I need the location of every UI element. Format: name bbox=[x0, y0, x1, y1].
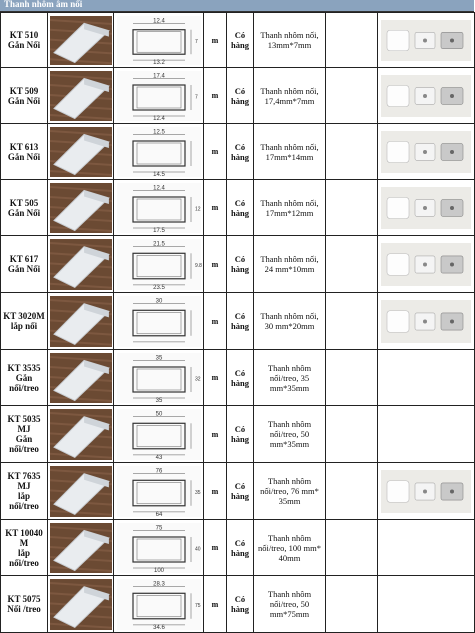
description: Thanh nhôm nối, 24 mm*10mm bbox=[254, 236, 326, 293]
empty-cell bbox=[326, 68, 378, 124]
description: Thanh nhôm nối, 17mm*12mm bbox=[254, 180, 326, 236]
dimension-label: 9.8 bbox=[194, 262, 202, 269]
photo-cell bbox=[48, 350, 114, 406]
drawing-cell bbox=[114, 463, 204, 520]
table-row bbox=[1, 463, 475, 520]
drawing-cell bbox=[114, 180, 204, 236]
photo-cell bbox=[48, 124, 114, 180]
accessories-cell bbox=[378, 406, 475, 463]
dimension-label: 75 bbox=[194, 602, 201, 609]
profile-drawing bbox=[117, 353, 201, 403]
photo-cell bbox=[48, 406, 114, 463]
empty-cell bbox=[326, 350, 378, 406]
profile-photo bbox=[50, 183, 112, 233]
drawing-cell bbox=[114, 293, 204, 350]
profile-photo bbox=[50, 466, 112, 517]
profile-photo bbox=[50, 296, 112, 347]
product-code-line: MJ bbox=[17, 424, 31, 434]
profile-photo bbox=[50, 523, 112, 573]
product-code bbox=[1, 236, 48, 293]
profile-drawing bbox=[117, 523, 201, 573]
photo-cell bbox=[48, 180, 114, 236]
product-code-line: KT 3535 bbox=[7, 362, 41, 373]
product-code bbox=[1, 13, 48, 68]
product-code-line: KT 617 bbox=[9, 254, 39, 264]
photo-cell bbox=[48, 293, 114, 350]
description: Thanh nhôm nối, 30 mm*20mm bbox=[254, 293, 326, 350]
dimension-label: 40 bbox=[194, 546, 201, 552]
profile-photo bbox=[50, 239, 112, 290]
unit-cell: m bbox=[204, 68, 227, 124]
profile-drawing bbox=[117, 183, 201, 233]
table-row bbox=[1, 236, 475, 293]
accessories-cell bbox=[378, 68, 475, 124]
dimension-label: 35 bbox=[155, 397, 162, 404]
dimension-label: 76 bbox=[155, 468, 162, 475]
profile-photo bbox=[50, 409, 112, 460]
drawing-cell bbox=[114, 124, 204, 180]
dimension-label: 34.6 bbox=[152, 624, 165, 631]
drawing-cell bbox=[114, 350, 204, 406]
stock-status: Có hàng bbox=[227, 236, 254, 293]
unit-cell: m bbox=[204, 13, 227, 68]
product-code-line: KT 613 bbox=[9, 141, 39, 152]
product-code-line: lắp nối/treo bbox=[9, 491, 39, 511]
profile-photo bbox=[50, 16, 112, 65]
table-row bbox=[1, 350, 475, 406]
accessories-cell bbox=[378, 520, 475, 576]
profile-drawing bbox=[117, 239, 201, 290]
photo-cell bbox=[48, 13, 114, 68]
accessories-cell bbox=[378, 124, 475, 180]
dimension-label: 12 bbox=[194, 206, 201, 212]
stock-status: Có hàng bbox=[227, 293, 254, 350]
dimension-label: 17.4 bbox=[152, 73, 165, 79]
table-row bbox=[1, 13, 475, 68]
accessories-cell bbox=[378, 350, 475, 406]
empty-cell bbox=[326, 406, 378, 463]
product-code-line: KT 5035 bbox=[7, 414, 41, 424]
dimension-label: 13.2 bbox=[152, 59, 165, 66]
drawing-cell bbox=[114, 68, 204, 124]
profile-drawing bbox=[117, 16, 201, 65]
description: Thanh nhôm nối, 13mm*7mm bbox=[254, 13, 326, 68]
dimension-label: 100 bbox=[153, 567, 164, 574]
product-code-line: KT 510 bbox=[9, 30, 39, 40]
dimension-label: 12.4 bbox=[152, 17, 165, 24]
profile-photo bbox=[50, 127, 112, 177]
accessories-cell bbox=[378, 293, 475, 350]
profile-drawing bbox=[117, 127, 201, 177]
photo-cell bbox=[48, 520, 114, 576]
table-row bbox=[1, 576, 475, 633]
description: Thanh nhôm nối/treo, 76 mm* 35mm bbox=[254, 463, 326, 520]
stock-status: Có hàng bbox=[227, 13, 254, 68]
table-row bbox=[1, 68, 475, 124]
description: Thanh nhôm nối/treo, 50 mm*35mm bbox=[254, 406, 326, 463]
profile-drawing bbox=[117, 409, 201, 460]
empty-cell bbox=[326, 180, 378, 236]
drawing-cell bbox=[114, 520, 204, 576]
accessories-photo bbox=[381, 131, 471, 173]
product-code-line: Gắn bbox=[15, 434, 33, 444]
dimension-label: 32 bbox=[194, 376, 201, 382]
product-code bbox=[1, 180, 48, 236]
product-code bbox=[1, 406, 48, 463]
dimension-label: 14.5 bbox=[152, 171, 165, 178]
section-title: Thanh nhôm âm nối bbox=[4, 0, 83, 9]
stock-status: Có hàng bbox=[227, 68, 254, 124]
product-table bbox=[0, 12, 475, 633]
table-row bbox=[1, 406, 475, 463]
dimension-label: 23.5 bbox=[152, 284, 165, 291]
product-code-line: KT 5075 bbox=[7, 594, 41, 604]
product-code-line: Gắn Nối bbox=[7, 264, 41, 274]
unit-cell: m bbox=[204, 180, 227, 236]
product-code bbox=[1, 576, 48, 633]
accessories-cell bbox=[378, 236, 475, 293]
stock-status: Có hàng bbox=[227, 463, 254, 520]
drawing-cell bbox=[114, 406, 204, 463]
stock-status: Có hàng bbox=[227, 406, 254, 463]
dimension-label: 43 bbox=[155, 454, 162, 461]
dimension-label: 30 bbox=[155, 298, 162, 305]
accessories-cell bbox=[378, 463, 475, 520]
profile-drawing bbox=[117, 296, 201, 347]
stock-status: Có hàng bbox=[227, 124, 254, 180]
empty-cell bbox=[326, 236, 378, 293]
dimension-label: 21.5 bbox=[152, 241, 165, 248]
drawing-cell bbox=[114, 576, 204, 633]
dimension-label: 12.4 bbox=[152, 185, 165, 191]
table-row bbox=[1, 520, 475, 576]
product-code bbox=[1, 463, 48, 520]
description: Thanh nhôm nối, 17,4mm*7mm bbox=[254, 68, 326, 124]
empty-cell bbox=[326, 463, 378, 520]
accessories-cell bbox=[378, 576, 475, 633]
product-code bbox=[1, 124, 48, 180]
unit-cell: m bbox=[204, 463, 227, 520]
accessories-photo bbox=[381, 300, 471, 343]
empty-cell bbox=[326, 576, 378, 633]
accessories-cell bbox=[378, 13, 475, 68]
product-code bbox=[1, 68, 48, 124]
product-code bbox=[1, 293, 48, 350]
product-code-line: KT 7635 bbox=[7, 471, 41, 481]
product-code-line: nối/treo bbox=[9, 444, 39, 454]
stock-status: Có hàng bbox=[227, 576, 254, 633]
stock-status: Có hàng bbox=[227, 520, 254, 576]
accessories-cell bbox=[378, 180, 475, 236]
dimension-label: 35 bbox=[155, 355, 162, 361]
product-code-line: lắp nối/treo bbox=[9, 547, 39, 568]
description: Thanh nhôm nối/treo, 35 mm*35mm bbox=[254, 350, 326, 406]
unit-cell: m bbox=[204, 520, 227, 576]
stock-status: Có hàng bbox=[227, 350, 254, 406]
table-row bbox=[1, 293, 475, 350]
description: Thanh nhôm nối/treo, 50 mm*75mm bbox=[254, 576, 326, 633]
product-code-line: MJ bbox=[17, 481, 31, 491]
product-code-line: Gắn Nối bbox=[7, 40, 41, 50]
product-code-line: KT 10040 bbox=[5, 527, 43, 538]
unit-cell: m bbox=[204, 576, 227, 633]
product-code-line: Gắn Nối bbox=[7, 207, 41, 218]
dimension-label: 64 bbox=[155, 511, 162, 518]
photo-cell bbox=[48, 68, 114, 124]
product-code-line: KT 505 bbox=[9, 197, 39, 208]
dimension-label: 50 bbox=[155, 411, 162, 418]
product-code-line: Nối /treo bbox=[7, 604, 41, 614]
photo-cell bbox=[48, 463, 114, 520]
profile-photo bbox=[50, 579, 112, 630]
section-header bbox=[0, 0, 474, 12]
drawing-cell bbox=[114, 13, 204, 68]
photo-cell bbox=[48, 236, 114, 293]
product-code bbox=[1, 350, 48, 406]
table-row bbox=[1, 124, 475, 180]
product-code-line: Gắn Nối bbox=[7, 151, 41, 162]
unit-cell: m bbox=[204, 293, 227, 350]
unit-cell: m bbox=[204, 406, 227, 463]
profile-drawing bbox=[117, 466, 201, 517]
product-code-line: M bbox=[19, 537, 29, 548]
photo-cell bbox=[48, 576, 114, 633]
description: Thanh nhôm nối, 17mm*14mm bbox=[254, 124, 326, 180]
dimension-label: 28.3 bbox=[152, 581, 165, 588]
product-code-line: lắp nối bbox=[10, 321, 38, 331]
accessories-photo bbox=[381, 20, 471, 61]
description: Thanh nhôm nối/treo, 100 mm* 40mm bbox=[254, 520, 326, 576]
dimension-label: 75 bbox=[155, 525, 162, 531]
profile-drawing bbox=[117, 579, 201, 630]
accessories-photo bbox=[381, 75, 471, 117]
drawing-cell bbox=[114, 236, 204, 293]
dimension-label: 12.5 bbox=[152, 129, 165, 135]
dimension-label: 7 bbox=[194, 94, 198, 100]
product-code-line: Gắn Nối bbox=[7, 95, 41, 106]
product-code-line: KT 3020M bbox=[3, 311, 45, 321]
profile-drawing bbox=[117, 71, 201, 121]
table-row bbox=[1, 180, 475, 236]
accessories-photo bbox=[381, 187, 471, 229]
accessories-photo bbox=[381, 470, 471, 513]
product-code-line: Gắn bbox=[15, 372, 33, 383]
unit-cell: m bbox=[204, 124, 227, 180]
accessories-photo bbox=[381, 243, 471, 286]
empty-cell bbox=[326, 13, 378, 68]
dimension-label: 17.5 bbox=[152, 227, 165, 234]
dimension-label: 7 bbox=[194, 38, 198, 45]
product-code-line: KT 509 bbox=[9, 85, 39, 96]
profile-photo bbox=[50, 71, 112, 121]
empty-cell bbox=[326, 520, 378, 576]
empty-cell bbox=[326, 124, 378, 180]
empty-cell bbox=[326, 293, 378, 350]
stock-status: Có hàng bbox=[227, 180, 254, 236]
unit-cell: m bbox=[204, 350, 227, 406]
unit-cell: m bbox=[204, 236, 227, 293]
product-code bbox=[1, 520, 48, 576]
dimension-label: 35 bbox=[194, 489, 201, 496]
product-code-line: nối/treo bbox=[9, 382, 39, 393]
profile-photo bbox=[50, 353, 112, 403]
dimension-label: 12.4 bbox=[152, 115, 165, 122]
